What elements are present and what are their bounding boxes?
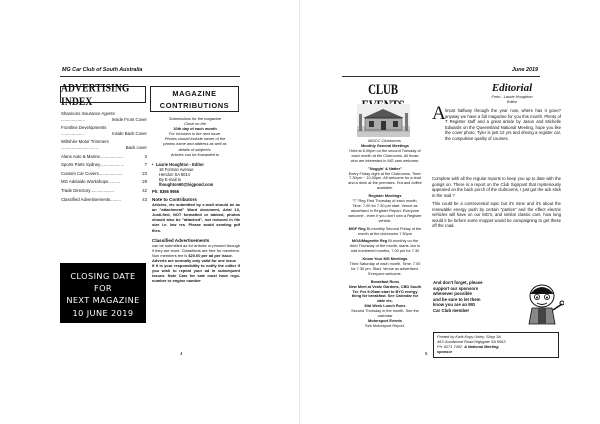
contributions-intro: Submissions for the magazine Close on the 10th day of each month For inclusion in the next issue. Photos should include owner of the photos name and address as well as details of subject/s. Articles can be forwarded to bbox=[163, 116, 227, 157]
cartoon-mechanic-icon bbox=[520, 282, 564, 326]
closing-line-1: CLOSING DATE FOR bbox=[70, 271, 136, 294]
header-rule bbox=[342, 76, 540, 77]
issue-date-header: June 2019 bbox=[511, 67, 538, 73]
club-events-list: Monthly General Meetings Held at 8.00pm on the second Tuesday of each month at the Clubrooms. All those who are interested in MG cars welcome. "Noggin' & Natter" Every Friday night at the Clubrooms. Time: 7.30pm ~ 10.00pm. All welcome for a chat and a drink at the premises. Tea and coffee available. Register Meetings "T" Reg First Thursday of each month. Time: 7.00 for 7.30 pm start. Venue as advertised in Register Report. Everyone welcome - even if you don't own a Register vehicle. MGF Reg Bi-monthly Second Friday of the month at the clubrooms 7.30pm MGA/Magnette Reg Bi-monthly on the third Thursday of the month, starts Jan in odd numbered months, 7.00 pm for 7.30 Know Your MG Meetings Third Saturday of each month. Time: 7.00 for 7.30 pm. Start. Venue as advertised. Everyone welcome. Breakfast Runs New Meet at Veale Gardens, CBD South Ter. For 9.00am start to BYO energy thing for breakfast. See Calendar for date etc. Mid Week Lunch Runs Second Thursday in the month. See the calendar Motorsport Events See Motorsport Report. bbox=[348, 144, 422, 328]
advertising-index-title-box bbox=[60, 80, 146, 109]
contributions-title-line-2: CONTRIBUTIONS bbox=[159, 100, 230, 110]
advertising-index-list bbox=[61, 111, 147, 202]
list-item: Wiltshire Motor Trimmers bbox=[61, 139, 109, 145]
list-item: Custom Car Covers .................... 23 bbox=[61, 170, 147, 176]
editor-name: Laurie Houghton - Editor bbox=[155, 162, 204, 167]
list-item: MG Adelaide Workshops .......... 29 bbox=[61, 179, 147, 185]
list-item: Trade Directory .................... 42 bbox=[61, 187, 147, 193]
editorial-para-1: lmost halfway through the year now, where has it gone? anyway we have a full magazine for you this month. Plenty of T Register stuff and a great article by Jason and Michelle Edwards on the Queensland National Meeting, hope you like the cover photo, Tyler is just 12 yrs and driving a register car, the compulsive quality of courses. bbox=[445, 108, 561, 141]
list-item: Sports Parts Sydney .................... 7 bbox=[61, 162, 147, 168]
list-item: Frontline Developments bbox=[61, 125, 107, 131]
support-sponsors-notice: And don't forget, please support our sponsors whenever possible and be sure to let them know you are an MG Car Club member bbox=[433, 280, 483, 313]
contributions-title-box bbox=[150, 86, 239, 112]
editorial-byline: From...Laurie Houghton Editor bbox=[491, 94, 533, 104]
notes-heading: Note to Contributors bbox=[152, 197, 197, 202]
club-events-title: CLUB bbox=[368, 81, 398, 98]
editorial-dropcap: A bbox=[432, 103, 446, 124]
page-number-right: 5 bbox=[425, 351, 428, 356]
editorial-body: Complete with all the regular reports to keep you up to date with the goings on. There is a report on the Club Signpost that mysteriously appeared on the back porch of the clubrooms, I just got the ack stick in the mail ? This could be a controversial topic but it's mine and it's about the renewable energy push by certain "parties" and the effect electric vehicles will have on our MG's, and similar classic cars, how long would it be before some muppet would be campaigning to get these off the road. bbox=[432, 176, 561, 229]
classified-heading: Classified Advertisements bbox=[152, 237, 210, 243]
photo-caption: MGCC Clubrooms bbox=[368, 138, 401, 143]
list-item: Classified Advertisements ......... 43 bbox=[61, 196, 147, 202]
editor-phone: Ph: 8356 9955 bbox=[152, 189, 180, 195]
club-name-header: MG Car Club of South Australia bbox=[62, 67, 143, 73]
adverts-validity: Adverts are normally only valid for one issue bbox=[152, 258, 237, 264]
contributions-title-line-1: MAGAZINE bbox=[172, 89, 217, 98]
header-rule bbox=[60, 76, 240, 77]
list-item: .................... Inside Front Cover bbox=[61, 116, 147, 122]
closing-line-2: NEXT MAGAZINE bbox=[66, 295, 140, 306]
clubrooms-photo bbox=[357, 104, 410, 137]
editorial-title: Editorial bbox=[491, 82, 533, 94]
page-number-left: 4 bbox=[180, 351, 183, 356]
repeat-responsibility: If it is your responsibility to notify the editor if you wish to repeat your ad in subsequent issues. Note Cars for sale must have rego. number or engine number bbox=[152, 263, 240, 284]
closing-line-3: 10 JUNE 2019 bbox=[72, 307, 134, 318]
editor-email-link[interactable]: lhoughton60@bigpond.com bbox=[159, 182, 214, 188]
editor-contact: • Laurie Houghton - Editor 18 Forman Avenue Hendon SA 5014 By E-mail to lhoughton60@bigpond.com Ph: 8356 9955 bbox=[152, 162, 240, 195]
contributor-notes: Note to Contributors Articles, etc submitted by e-mail should be as an "attachment" Word document, Arial 10, Justi-fied, NOT formatted or tabbed, photos should also be "attached", not reduced in file size i.e. low res. Please avoid sending pdf files. Classified Advertisements can be submitted as for articles or phoned through if they are short. Classifieds are free for members. Non members fee is $20.00 per ad per issue. Adverts are normally only valid for one issue If it is your responsibility to notify the editor if you wish to repeat your ad in subsequent issues. Note Cars for sale must have rego. number or engine number bbox=[152, 197, 240, 284]
closing-date-notice bbox=[60, 263, 146, 323]
list-item: Alans Auto & Marine .................... 3 bbox=[61, 153, 147, 159]
list-item: ................... Inside Back Cover bbox=[61, 130, 147, 136]
notes-text: Articles, etc submitted by e-mail should be as an "attachment" Word document, Arial 10, Justi-fied, NOT formatted or tabbed, photos should also be "attached", not reduced in file size i.e. low res. Please avoid sending pdf files. bbox=[152, 202, 240, 233]
list-item: ............................... Back cover bbox=[61, 144, 147, 150]
advertising-index-title: ADVERTISING INDEX bbox=[61, 80, 130, 109]
list-item: Shannons Insurance Agents bbox=[61, 111, 115, 116]
printer-sponsor-box: Printed by Kwik Kopy Unley, Shop 3A 463 Goodwood Road Highgate SA 5063 Ph: 8271 7402 A National Meeting sponsor bbox=[433, 332, 559, 358]
